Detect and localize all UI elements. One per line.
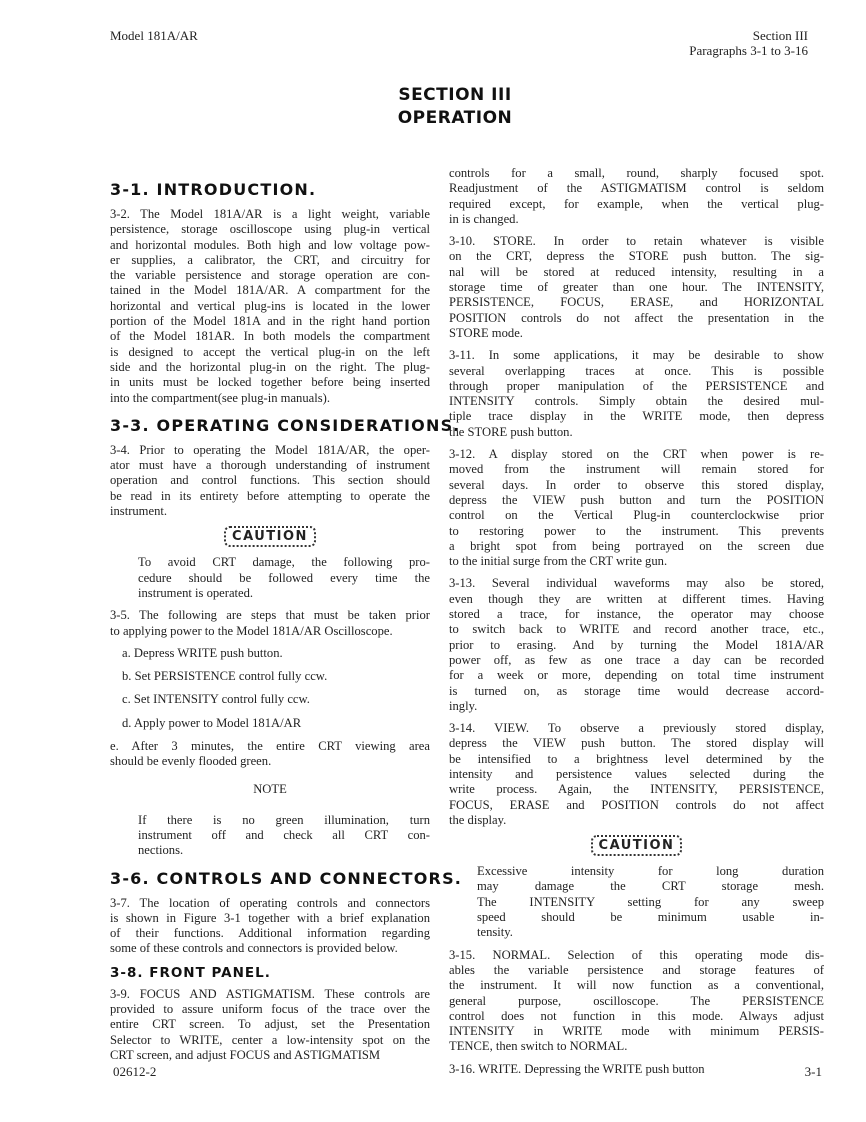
text-line: to the initial surge from the CRT write gun. — [449, 554, 668, 569]
text-line: write process. Again, the INTENSITY, PERSISTENCE, — [449, 782, 824, 797]
text-line: of their functions. Additional information regarding — [110, 926, 430, 941]
list-item: a. Depress WRITE push button. — [122, 645, 283, 660]
text-line: INTENSITY in WRITE mode with minimum PERSIS- — [449, 1024, 824, 1039]
paragraph — [449, 948, 824, 1055]
text-line: FOCUS, ERASE and POSITION controls do not affect — [449, 797, 824, 812]
text-line: PERSISTENCE, FOCUS, ERASE, and HORIZONTAL — [449, 295, 824, 310]
text-line: in is changed. — [449, 211, 519, 226]
page-number: 3-1 — [804, 1064, 822, 1079]
text-line: 3-13. Several individual waveforms may also be stored, — [449, 576, 824, 591]
text-line: 3-16. WRITE. Depressing the WRITE push button — [449, 1061, 705, 1076]
text-line: e. After 3 minutes, the entire CRT viewing area — [110, 739, 430, 754]
text-line: provided to assure uniform focus of the trace over the — [110, 1001, 430, 1016]
text-line: instrument off and check all CRT con- — [138, 827, 430, 842]
text-line: To avoid CRT damage, the following pro- — [138, 555, 430, 570]
text-line: prior to erasing. And by turning the Model 181A/AR — [449, 637, 824, 652]
text-line: horizontal and vertical plug-ins is located in the lower — [110, 298, 430, 313]
text-line: instrument. — [110, 504, 168, 519]
text-line: even though they are written at different times. Having — [449, 591, 824, 606]
text-line: to applying power to the Model 181A/AR Oscilloscope. — [110, 623, 393, 638]
text-line: required except, for example, when the vertical plug- — [449, 196, 824, 211]
text-line: be read in its entirety before attempting to operate the — [110, 488, 430, 503]
section-heading: 3-6. CONTROLS AND CONNECTORS. — [110, 868, 463, 888]
text-line: tiple trace display in the WRITE mode, then depress — [449, 409, 824, 424]
paragraph — [110, 987, 430, 1063]
text-line: 3-10. STORE. In order to retain whatever is visible — [449, 234, 824, 249]
text-line: the display. — [449, 812, 507, 827]
header-section — [689, 28, 808, 58]
text-line: controls for a small, round, sharply focused spot. — [449, 166, 824, 180]
text-line: is shown in Figure 3-1 together with a brief explanation — [110, 910, 430, 925]
text-line: 3-12. A display stored on the CRT when power is re- — [449, 447, 824, 462]
notice-text — [110, 813, 430, 859]
list-item: c. Set INTENSITY control fully ccw. — [122, 692, 310, 707]
text-line: speed should be minimum usable in- — [477, 910, 824, 925]
text-line: several overlapping traces at once. This is possible — [449, 363, 824, 378]
section-number: SECTION III — [398, 85, 512, 105]
section-name: OPERATION — [397, 108, 513, 128]
text-line: the instrument. It will now function as a conventional, — [449, 978, 824, 993]
text-line: some of these controls and connectors is provided below. — [110, 941, 398, 956]
text-line: ingly. — [449, 698, 478, 713]
text-line: CRT screen, and adjust FOCUS and ASTIGMATISM — [110, 1047, 381, 1062]
header-paragraphs: Paragraphs 3-1 to 3-16 — [689, 43, 808, 58]
paragraph — [449, 1062, 824, 1077]
text-line: Readjustment of the ASTIGMATISM control is seldom — [449, 181, 824, 196]
text-line: the variable persistence and storage operation are con- — [110, 268, 430, 283]
text-line: into the compartment(see plug-in manuals). — [110, 390, 330, 405]
paragraph — [110, 896, 430, 957]
text-line: for a week or more, depending on total time instrument — [449, 668, 824, 683]
text-line: storage time of greater than one hour. The INTENSITY, — [449, 280, 824, 295]
paragraph — [110, 739, 430, 770]
text-line: instrument is operated. — [138, 585, 254, 600]
paragraph — [449, 348, 824, 440]
paragraph — [110, 443, 430, 519]
text-line: should be evenly flooded green. — [110, 754, 272, 769]
text-line: in units must be locked together before being inserted — [110, 375, 430, 390]
text-line: Selector to WRITE, center a low-intensity spot on the — [110, 1032, 430, 1047]
text-line: 3-7. The location of operating controls and connectors — [110, 895, 430, 910]
text-line: ables the variable persistence and storage features of — [449, 962, 824, 977]
paragraph — [449, 166, 824, 227]
text-line: 3-15. NORMAL. Selection of this operating mode dis- — [449, 947, 824, 962]
section-heading: 3-8. FRONT PANEL. — [110, 964, 271, 981]
paragraph — [449, 721, 824, 828]
text-line: 3-5. The following are steps that must be taken prior — [110, 608, 430, 623]
header-model: Model 181A/AR — [110, 28, 198, 43]
section-heading: 3-3. OPERATING CONSIDERATIONS. — [110, 415, 461, 435]
text-line: power off, as few as one trace a day can be recorded — [449, 652, 824, 667]
text-line: the STORE push button. — [449, 424, 573, 439]
text-line: operation and control functions. This section should — [110, 473, 430, 488]
text-line: ator must have a thorough understanding of instrument — [110, 458, 430, 473]
text-line: intensity and persistence values selected during the — [449, 766, 824, 781]
text-line: If there is no green illumination, turn — [138, 812, 430, 827]
text-line: 3-11. In some applications, it may be desirable to show — [449, 348, 824, 363]
text-line: 3-14. VIEW. To observe a previously stored display, — [449, 721, 824, 736]
text-line: depress the VIEW push button and turn the POSITION — [449, 492, 824, 507]
text-line: nections. — [138, 843, 184, 858]
paragraph — [449, 576, 824, 714]
text-line: may damage the CRT storage mesh. — [477, 879, 824, 894]
text-line: INTENSITY controls. Simply obtain the desired mul- — [449, 394, 824, 409]
notice-text — [449, 864, 824, 940]
text-line: side and the horizontal plug-in on the right. The plug- — [110, 359, 430, 374]
text-line: entire CRT screen. To adjust, set the Presentation — [110, 1017, 430, 1032]
text-line: control does not function in this mode. Always adjust — [449, 1008, 824, 1023]
text-line: persistence, storage oscilloscope using plug-in vertical — [110, 222, 430, 237]
text-line: and horizontal modules. Both high and low voltage pow- — [110, 237, 430, 252]
text-line: through proper manipulation of the PERSISTENCE and — [449, 378, 824, 393]
header-section-number: Section III — [752, 28, 808, 43]
text-line: 3-9. FOCUS AND ASTIGMATISM. These controls are — [110, 986, 430, 1001]
section-heading: 3-1. INTRODUCTION. — [110, 180, 317, 199]
text-line: to switch back to WRITE and record another trace, etc., — [449, 622, 824, 637]
text-line: is turned on, as storage time would decrease accord- — [449, 683, 824, 698]
text-line: TENCE, then switch to NORMAL. — [449, 1039, 628, 1054]
text-line: 3-4. Prior to operating the Model 181A/AR, the oper- — [110, 442, 430, 457]
text-line: portion of the Model 181A and in the right hand portion — [110, 314, 430, 329]
text-line: tained in the Model 181A/AR. A compartment for the — [110, 283, 430, 298]
text-line: of the Model 181AR. In both models the compartment — [110, 329, 430, 344]
paragraph — [110, 207, 430, 406]
text-line: STORE mode. — [449, 325, 523, 340]
paragraph — [110, 608, 430, 639]
text-line: be intensified to a brightness level determined by the — [449, 751, 824, 766]
notice-text — [110, 555, 430, 601]
right-column — [449, 166, 824, 1084]
text-line: POSITION controls do not affect the presentation in the — [449, 310, 824, 325]
text-line: to restoring power to the instrument. This prevents — [449, 523, 824, 538]
note-label: NOTE — [253, 781, 287, 796]
text-line: Excessive intensity for long duration — [477, 864, 824, 879]
paragraph — [449, 234, 824, 341]
text-line: er supplies, a calibrator, the CRT, and circuitry for — [110, 252, 430, 267]
text-line: a bright spot from being portrayed on the screen due — [449, 538, 824, 553]
text-line: stored a trace, for instance, the operator may choose — [449, 607, 824, 622]
paragraph — [449, 447, 824, 569]
caution-label: CAUTION — [224, 526, 316, 547]
footer-doc-number: 02612-2 — [113, 1064, 157, 1079]
text-line: on the CRT, depress the STORE push button. The sig- — [449, 249, 824, 264]
text-line: cedure should be followed every time the — [138, 570, 430, 585]
caution-label: CAUTION — [591, 835, 683, 856]
text-line: several days. In order to observe this stored display, — [449, 477, 824, 492]
text-line: is designed to accept the vertical plug-in on the left — [110, 344, 430, 359]
list-item: b. Set PERSISTENCE control fully ccw. — [122, 669, 328, 684]
text-line: tensity. — [477, 925, 513, 940]
text-line: 3-2. The Model 181A/AR is a light weight, variable — [110, 207, 430, 221]
text-line: depress the VIEW push button. The stored display will — [449, 736, 824, 751]
text-line: general purpose, oscilloscope. The PERSISTENCE — [449, 993, 824, 1008]
text-line: nal will be stored at reduced intensity, resulting in a — [449, 264, 824, 279]
section-title — [0, 84, 866, 130]
text-line: control on the Vertical Plug-in counterclockwise prior — [449, 508, 824, 523]
text-line: moved from the instrument will remain stored for — [449, 462, 824, 477]
text-line: The INTENSITY setting for any sweep — [477, 894, 824, 909]
list-item: d. Apply power to Model 181A/AR — [122, 715, 302, 730]
left-column — [110, 170, 463, 1070]
